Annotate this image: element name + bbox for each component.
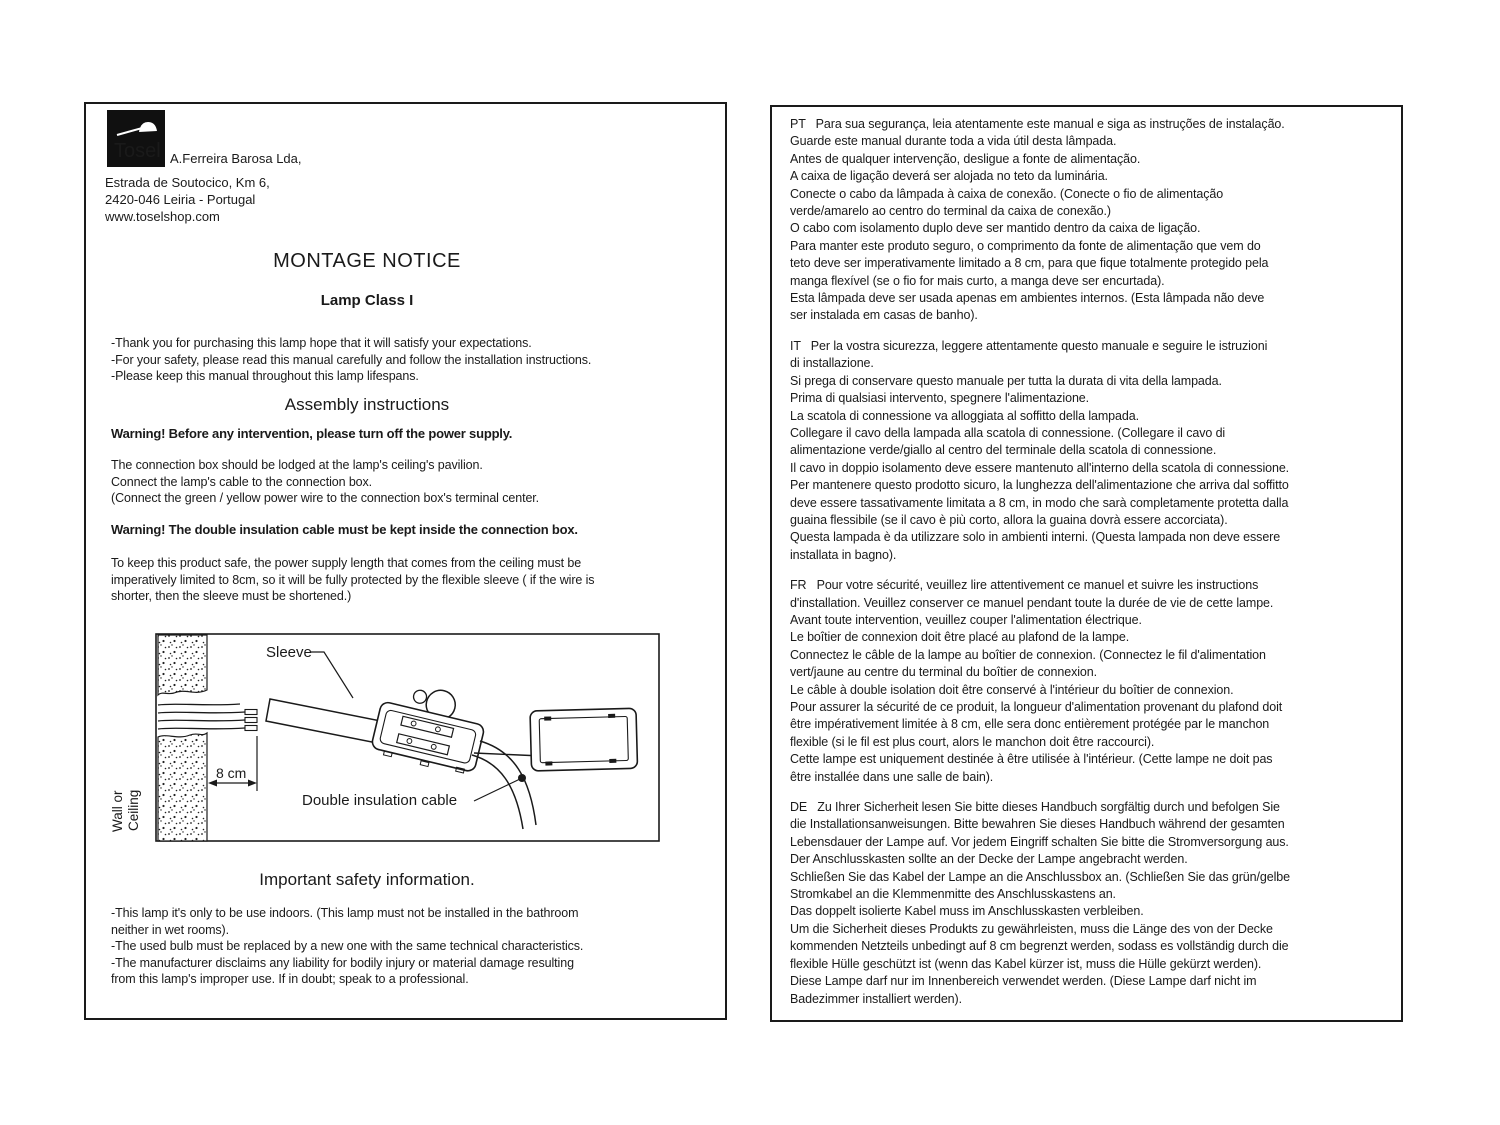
text-line: Conecte o cabo da lâmpada à caixa de conexão. (Conecte o fio de alimentação — [790, 186, 1224, 201]
text-line: flexible Hülle geschützt ist (wenn das Kabel kürzer ist, muss die Hülle gekürzt werden). — [790, 956, 1262, 971]
section-pt — [790, 116, 1401, 325]
text-line: O cabo com isolamento duplo deve ser mantido dentro da caixa de ligação. — [790, 221, 1201, 236]
connection-box — [370, 677, 491, 777]
assembly-paragraph-1 — [111, 457, 539, 507]
sleeve-leader-line — [311, 652, 353, 698]
text-line: from this lamp's improper use. If in doubt; speak to a professional. — [111, 972, 469, 986]
warning-power-supply: Warning! Before any intervention, please turn off the power supply. — [111, 426, 513, 441]
safety-paragraph — [111, 905, 583, 988]
text-line: Schließen Sie das Kabel der Lampe an die Anschlussbox an. (Schließen Sie das grün/gelbe — [790, 869, 1290, 884]
text-line: (Connect the green / yellow power wire to the connection box's terminal center. — [111, 491, 540, 505]
dimension-label: 8 cm — [216, 765, 247, 781]
text-line: A caixa de ligação deverá ser alojada no teto da luminária. — [790, 169, 1108, 184]
text-line: Badezimmer installiert werden). — [790, 991, 962, 1006]
text-line: Cette lampe est uniquement destinée à être utilisée à l'intérieur. (Cette lampe ne doit pas — [790, 752, 1273, 767]
wall-block-top — [158, 635, 207, 695]
text-line: Um die Sicherheit dieses Produkts zu gewährleisten, muss die Länge des von der Decke — [790, 921, 1273, 936]
text-line: -The manufacturer disclaims any liability for bodily injury or material damage resulting — [111, 955, 574, 970]
assembly-paragraph-2 — [111, 555, 594, 605]
text-line: Connect the lamp's cable to the connection box. — [111, 474, 373, 489]
text-line: ser instalada em casas de banho). — [790, 308, 978, 323]
text-line: d'installation. Veuillez conserver ce manuel pendant toute la durée de vie de cette lampe. — [790, 595, 1274, 610]
text-line: IT Per la vostra sicurezza, leggere attentamente questo manuale e seguire le istruzioni — [790, 338, 1268, 353]
text-line: installata in bagno). — [790, 547, 897, 562]
text-line: guaina flessibile (se il cavo è più corto, allora la guaina dovrà essere accorciata). — [790, 512, 1228, 527]
text-line: -This lamp it's only to be use indoors. (This lamp must not be installed in the bathroom — [111, 906, 579, 920]
text-line: die Installationsanweisungen. Bitte bewahren Sie dieses Handbuch während der gesamten — [790, 817, 1285, 832]
translations-content — [772, 107, 1401, 1008]
text-line: DE Zu Ihrer Sicherheit lesen Sie bitte dieses Handbuch sorgfältig durch und befolgen Sie — [790, 800, 1280, 815]
text-line: Per mantenere questo prodotto sicuro, la lunghezza dell'alimentazione che arriva dal soffitto — [790, 478, 1289, 493]
installation-diagram-drawing — [90, 633, 660, 842]
text-line: Estrada de Soutocico, Km 6, — [105, 175, 270, 190]
text-line: PT Para sua segurança, leia atentamente este manual e siga as instruções de instalação. — [790, 117, 1285, 131]
connection-box-cover — [530, 708, 638, 771]
company-name: A.Ferreira Barosa Lda, — [170, 151, 302, 166]
text-line: Il cavo in doppio isolamento deve essere mantenuto all'interno della scatola di connessione. — [790, 460, 1290, 475]
lamp-logo-icon — [107, 110, 165, 167]
text-line: di installazione. — [790, 356, 874, 371]
text-line: Avant toute intervention, veuillez couper l'alimentation électrique. — [790, 612, 1142, 627]
text-line: The connection box should be lodged at the lamp's ceiling's pavilion. — [111, 458, 483, 472]
text-line: verde/amarelo ao centro do terminal da caixa de conexão.) — [790, 204, 1111, 219]
wall-label-line1: Wall or — [110, 790, 125, 832]
section-de — [790, 799, 1401, 1008]
dimension-arrow-right — [248, 780, 257, 787]
text-line: To keep this product safe, the power supply length that comes from the ceiling must be — [111, 556, 582, 570]
logo-brand-text: Tosel — [114, 140, 161, 162]
power-wires — [158, 704, 245, 729]
text-line: teto deve ser imperativamente limitado a 8 cm, para que fique totalmente protegido pela — [790, 256, 1269, 271]
sleeve-tube — [266, 699, 386, 744]
text-line: 2420-046 Leiria - Portugal — [105, 192, 256, 207]
text-line: Der Anschlusskasten sollte an der Decke der Lampe angebracht werden. — [790, 852, 1188, 867]
text-line: être installée dans une salle de bain). — [790, 769, 994, 784]
text-line: Prima di qualsiasi intervento, spegnere l'alimentazione. — [790, 391, 1090, 406]
text-line: shorter, then the sleeve must be shortened.) — [111, 589, 352, 603]
warning-insulation-cable: Warning! The double insulation cable must be kept inside the connection box. — [111, 522, 578, 537]
text-line: Si prega di conservare questo manuale per tutta la durata di vita della lampada. — [790, 373, 1222, 388]
text-line: Lebensdauer der Lampe auf. Vor jedem Eingriff schalten Sie bitte die Stromversorgung aus. — [790, 834, 1289, 849]
text-line: vert/jaune au centre du terminal du boîtier de connexion. — [790, 665, 1097, 680]
intro-paragraph — [111, 335, 591, 385]
text-line: manga flexível (se o fio for mais curto, a manga deve ser encurtada). — [790, 273, 1165, 288]
text-line: Le boîtier de connexion doit être placé au plafond de la lampe. — [790, 630, 1130, 645]
text-line: Das doppelt isolierte Kabel muss im Anschlusskasten verbleiben. — [790, 904, 1144, 919]
section-fr — [790, 577, 1401, 786]
text-line: imperatively limited to 8cm, so it will be fully protected by the flexible sleeve ( if the wire is — [111, 572, 595, 587]
cable-marker-dot — [518, 774, 526, 782]
cable-leader-line — [474, 779, 520, 801]
wire-tips — [245, 710, 257, 731]
text-line: -Please keep this manual throughout this lamp lifespans. — [111, 369, 419, 383]
text-line: Diese Lampe darf nur im Innenbereich verwendet werden. (Diese Lampe darf nicht im — [790, 974, 1257, 989]
text-line: -For your safety, please read this manual carefully and follow the installation instructions. — [111, 352, 592, 367]
page-right — [770, 105, 1403, 1022]
sleeve-label: Sleeve — [266, 644, 312, 661]
wall-block-bottom — [158, 733, 207, 841]
text-line: deve essere tassativamente limitata a 8 cm, in modo che sarà completamente protetta dalla — [790, 495, 1289, 510]
text-line: FR Pour votre sécurité, veuillez lire attentivement ce manuel et suivre les instructions — [790, 578, 1259, 593]
cable-label: Double insulation cable — [302, 792, 458, 809]
text-line: Pour assurer la sécurité de ce produit, la longueur d'alimentation provenant du plafond doit — [790, 700, 1283, 714]
page-left — [84, 102, 727, 1020]
lamp-class-subtitle: Lamp Class I — [320, 292, 414, 309]
text-line: kommenden Netzteils unbedingt auf 8 cm begrenzt werden, sodass es vollständig durch die — [790, 939, 1289, 954]
section-it — [790, 338, 1401, 564]
text-line: Antes de qualquer intervenção, desligue a fonte de alimentação. — [790, 151, 1141, 166]
installation-diagram — [90, 633, 660, 842]
text-line: Collegare il cavo della lampada alla scatola di connessione. (Collegare il cavo di — [790, 425, 1226, 440]
wall-or-ceiling-label — [110, 790, 141, 832]
text-line: être impérativement limitée à 8 cm, elle sera donc entièrement protégée par le manchon — [790, 717, 1270, 732]
text-line: Para manter este produto seguro, o comprimento da fonte de alimentação que vem do — [790, 238, 1261, 253]
safety-heading: Important safety information. — [259, 870, 475, 889]
text-line: Guarde este manual durante toda a vida útil desta lâmpada. — [790, 134, 1117, 149]
text-line: -Thank you for purchasing this lamp hope that it will satisfy your expectations. — [111, 336, 532, 350]
text-line: Esta lâmpada deve ser usada apenas em ambientes internos. (Esta lâmpada não deve — [790, 291, 1265, 306]
text-line: www.toselshop.com — [105, 209, 220, 224]
wall-label-line2: Ceiling — [126, 789, 141, 831]
text-line: neither in wet rooms). — [111, 922, 229, 937]
text-line: Connectez le câble de la lampe au boîtier de connexion. (Connectez le fil d'alimentation — [790, 647, 1266, 662]
text-line: alimentazione verde/giallo al centro del terminale della scatola di connessione. — [790, 443, 1217, 458]
tosel-logo — [107, 110, 165, 167]
text-line: Stromkabel an die Klemmenmitte des Anschlusskastens an. — [790, 887, 1116, 902]
company-address — [105, 174, 270, 225]
assembly-heading: Assembly instructions — [284, 395, 450, 414]
page-title: MONTAGE NOTICE — [273, 250, 461, 272]
text-line: La scatola di connessione va alloggiata al soffitto della lampada. — [790, 408, 1139, 423]
text-line: Questa lampada è da utilizzare solo in ambienti interni. (Questa lampada non deve essere — [790, 530, 1281, 545]
text-line: flexible (si le fil est plus court, alors le manchon doit être raccourci). — [790, 734, 1155, 749]
text-line: -The used bulb must be replaced by a new one with the same technical characteristics. — [111, 939, 584, 953]
text-line: Le câble à double isolation doit être conservé à l'intérieur du boîtier de connexion. — [790, 682, 1234, 697]
